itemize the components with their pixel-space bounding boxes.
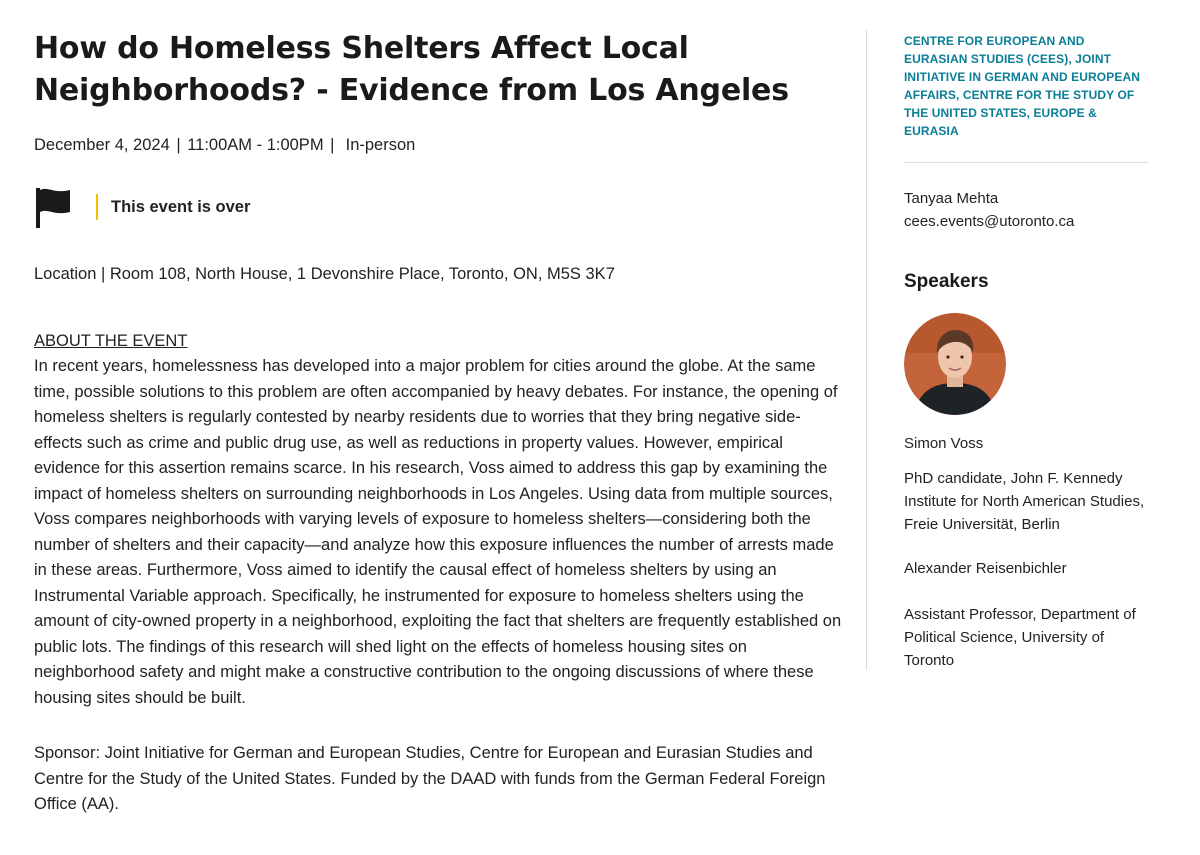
speaker-name: Alexander Reisenbichler bbox=[904, 560, 1067, 577]
event-status bbox=[34, 185, 844, 229]
event-time: 11:00AM - 1:00PM bbox=[187, 136, 324, 154]
speaker-role: Assistant Professor, Department of Political Science, University of Toronto bbox=[904, 606, 1136, 669]
event-main bbox=[34, 28, 844, 818]
sponsor-text: Sponsor: Joint Initiative for German and European Studies, Centre for European and Eurasian Studies and Centre for the Study of the United States. Funded by the DAAD with funds from the German Federal Foreign Office (AA). bbox=[34, 744, 826, 813]
status-text: This event is over bbox=[111, 197, 251, 216]
event-format: In-person bbox=[345, 136, 416, 154]
status-divider bbox=[96, 194, 98, 220]
contact-name: Tanyaa Mehta bbox=[904, 190, 999, 207]
event-date: December 4, 2024 bbox=[34, 136, 170, 154]
sidebar-divider bbox=[904, 162, 1148, 163]
page-title bbox=[34, 28, 844, 112]
contact-block bbox=[904, 187, 1149, 233]
title-line-1: How do Homeless Shelters Affect Local bbox=[34, 31, 689, 66]
event-location: Location | Room 108, North House, 1 Devonshire Place, Toronto, ON, M5S 3K7 bbox=[34, 265, 615, 283]
avatar bbox=[904, 313, 1006, 415]
event-meta: December 4, 2024 | 11:00AM - 1:00PM | In-person bbox=[34, 136, 416, 154]
event-sidebar bbox=[904, 32, 1149, 672]
speaker-role: PhD candidate, John F. Kennedy Institute for North American Studies, Freie Universität, Berlin bbox=[904, 470, 1145, 533]
about-body: In recent years, homelessness has developed into a major problem for cities around the globe. At the same time, possible solutions to this problem are often accompanied by heavy debates. For instance, the opening of homeless shelters is regularly contested by nearby residents due to worries that they bring negative side-effects such as crime and public drug use, as well as reductions in property values. However, empirical evidence for this assertion remains scarce. In his research, Voss aimed to address this gap by examining the impact of homeless shelters on surrounding neighborhoods in Los Angeles. Using data from multiple sources, Voss compares neighborhoods with varying levels of exposure to homeless shelters—considering both the number of shelters and their capacity—and analyze how this exposure influences the number of arrests made in these areas. Furthermore, Voss aimed to identify the causal effect of homeless shelters by using an Instrumental Variable approach. Specifically, he instrumented for exposure to homeless shelters using the amount of city-owned property in a neighborhood, exploiting the fact that shelters are frequently established on public lots. The findings of this research will shed light on the effects of homeless housing sites on neighborhood safety and might make a constructive contribution to the ongoing discussions of where these housing sites should be built. bbox=[34, 357, 842, 707]
speakers-heading: Speakers bbox=[904, 271, 989, 292]
about-heading: ABOUT THE EVENT bbox=[34, 332, 188, 350]
title-line-2: Neighborhoods? - Evidence from Los Angeles bbox=[34, 73, 789, 108]
flag-icon bbox=[34, 186, 72, 228]
organizer-list[interactable]: CENTRE FOR EUROPEAN AND EURASIAN STUDIES (CEES), JOINT INITIATIVE IN GERMAN AND EUROPEAN AFFAIRS, CENTRE FOR THE STUDY OF THE UNITED STATES, EUROPE & EURASIA bbox=[904, 34, 1140, 138]
speaker-name: Simon Voss bbox=[904, 435, 984, 452]
contact-email[interactable]: cees.events@utoronto.ca bbox=[904, 213, 1075, 230]
column-divider bbox=[866, 30, 867, 670]
